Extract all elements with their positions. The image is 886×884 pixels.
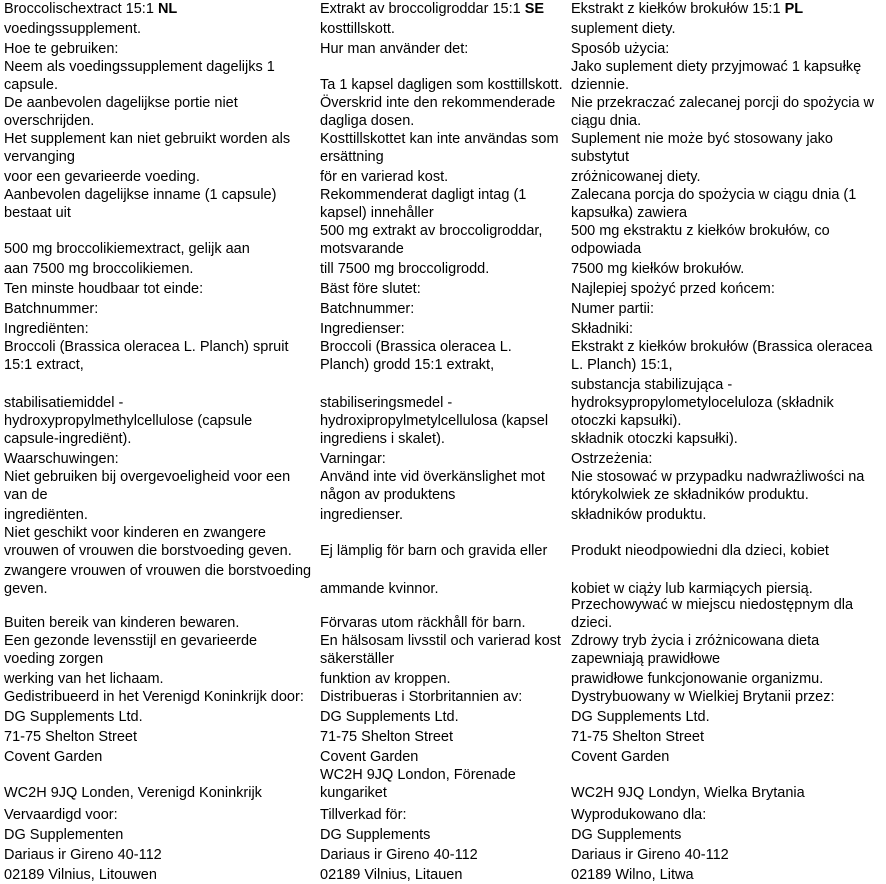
- label-cell-nl: stabilisatiemiddel -: [4, 395, 124, 411]
- label-cell-nl: [4, 0, 316, 20]
- label-cell-nl: DG Supplementen: [4, 827, 124, 843]
- label-row: [4, 338, 886, 376]
- label-cell-pl: składników produktu.: [571, 507, 707, 523]
- label-cell-nl: voedingssupplement.: [4, 21, 142, 37]
- label-row: [4, 708, 886, 728]
- language-code: SE: [524, 1, 545, 17]
- label-cell-se: DG Supplements Ltd.: [320, 709, 459, 725]
- label-row: [4, 866, 886, 884]
- label-cell-pl: Nie przekraczać zalecanej porcji do spożycia w ciągu dnia.: [571, 95, 875, 129]
- label-cell-se: Ingredienser:: [320, 321, 405, 337]
- label-cell-pl: Najlepiej spożyć przed końcem:: [571, 281, 775, 297]
- label-cell-pl: Ostrzeżenia:: [571, 451, 653, 467]
- label-cell-pl: Wyprodukowano dla:: [571, 807, 707, 823]
- label-cell-se: till 7500 mg broccoligrodd.: [320, 261, 490, 277]
- label-cell-pl: Sposób użycia:: [571, 41, 670, 57]
- label-cell-pl: Ekstrakt z kiełków brokułów (Brassica oleracea L. Planch) 15:1,: [571, 339, 873, 373]
- label-cell-pl: 02189 Wilno, Litwa: [571, 867, 694, 883]
- label-cell-nl: 02189 Vilnius, Litouwen: [4, 867, 157, 883]
- label-cell-nl: Het supplement kan niet gebruikt worden als vervanging: [4, 131, 291, 165]
- label-cell-se: Varningar:: [320, 451, 386, 467]
- label-cell-pl: DG Supplements: [571, 827, 682, 843]
- label-cell-pl: [571, 0, 885, 20]
- label-cell-se: ingredienser.: [320, 507, 404, 523]
- label-cell-pl: 71-75 Shelton Street: [571, 729, 705, 745]
- label-row: [4, 562, 886, 596]
- label-row: [4, 596, 886, 632]
- label-cell-se: 02189 Vilnius, Litauen: [320, 867, 463, 883]
- label-cell-se: hydroxipropylmetylcellulosa (kapsel: [320, 413, 549, 429]
- label-cell-se: Covent Garden: [320, 749, 419, 765]
- label-cell-pl: składnik otoczki kapsułki).: [571, 431, 738, 447]
- label-cell-nl: Niet gebruiken bij overgevoeligheid voor een van de: [4, 469, 291, 503]
- label-cell-pl: prawidłowe funkcjonowanie organizmu.: [571, 671, 824, 687]
- label-row: [4, 670, 886, 688]
- label-cell-se: Ta 1 kapsel dagligen som kosttillskott.: [320, 77, 563, 93]
- label-row: [4, 94, 886, 130]
- label-cell-se: Bäst före slutet:: [320, 281, 421, 297]
- label-row: [4, 186, 886, 222]
- language-code: NL: [157, 1, 178, 17]
- label-row: [4, 300, 886, 320]
- label-cell-pl: Przechowywać w miejscu niedostępnym dla dzieci.: [571, 597, 854, 631]
- label-cell-se: Överskrid inte den rekommenderade dagliga dosen.: [320, 95, 556, 129]
- label-row: [4, 168, 886, 186]
- label-cell-pl: Składniki:: [571, 321, 634, 337]
- label-cell-se: Rekommenderat dagligt intag (1 kapsel) innehåller: [320, 187, 527, 221]
- label-cell-se: Tillverkad för:: [320, 807, 407, 823]
- label-row: [4, 20, 886, 40]
- label-cell-nl: Dariaus ir Gireno 40-112: [4, 847, 162, 863]
- label-cell-se: Dariaus ir Gireno 40-112: [320, 847, 478, 863]
- label-cell-se: funktion av kroppen.: [320, 671, 451, 687]
- label-cell-se: Hur man använder det:: [320, 41, 469, 57]
- product-heading-text: Extrakt av broccoligroddar 15:1: [320, 1, 525, 17]
- label-cell-nl: hydroxypropylmethylcellulose (capsule: [4, 413, 253, 429]
- label-cell-se: Förvaras utom räckhåll för barn.: [320, 615, 526, 631]
- label-row: [4, 506, 886, 524]
- label-cell-se: för en varierad kost.: [320, 169, 449, 185]
- label-cell-nl: zwangere vrouwen of vrouwen die borstvoeding geven.: [4, 563, 312, 596]
- product-heading-text: Ekstrakt z kiełków brokułów 15:1: [571, 1, 785, 17]
- label-row: [4, 450, 886, 468]
- label-cell-nl: ingrediënten.: [4, 507, 88, 523]
- label-row: [4, 412, 886, 430]
- label-cell-nl: 500 mg broccolikiemextract, gelijk aan: [4, 241, 250, 257]
- label-cell-pl: kobiet w ciąży lub karmiących piersią.: [571, 581, 813, 596]
- label-cell-se: Ej lämplig för barn och gravida eller: [320, 543, 548, 559]
- label-cell-se: WC2H 9JQ London, Förenade kungariket: [320, 767, 516, 801]
- label-cell-se: stabiliseringsmedel -: [320, 395, 453, 411]
- label-cell-se: 71-75 Shelton Street: [320, 729, 454, 745]
- label-cell-nl: voor een gevarieerde voeding.: [4, 169, 200, 185]
- label-cell-se: Distribueras i Storbritannien av:: [320, 689, 523, 705]
- language-code: PL: [784, 1, 804, 17]
- label-cell-se: [320, 0, 570, 20]
- label-cell-nl: WC2H 9JQ Londen, Verenigd Koninkrijk: [4, 785, 262, 801]
- label-row: [4, 376, 886, 412]
- label-cell-nl: Hoe te gebruiken:: [4, 41, 119, 57]
- label-cell-nl: werking van het lichaam.: [4, 671, 164, 687]
- label-row: [4, 0, 886, 20]
- label-cell-pl: Jako suplement diety przyjmować 1 kapsułkę dziennie.: [571, 59, 862, 93]
- label-row: [4, 430, 886, 450]
- label-cell-pl: substancja stabilizująca - hydroksypropylometyloceluloza (składnik: [571, 377, 834, 411]
- label-row: [4, 728, 886, 748]
- label-row: [4, 468, 886, 506]
- label-row: [4, 826, 886, 846]
- label-cell-nl: Covent Garden: [4, 749, 103, 765]
- label-row: [4, 524, 886, 562]
- label-cell-nl: Niet geschikt voor kinderen en zwangere vrouwen of vrouwen die borstvoeding geven.: [4, 525, 292, 559]
- label-cell-nl: 71-75 Shelton Street: [4, 729, 138, 745]
- label-cell-pl: DG Supplements Ltd.: [571, 709, 710, 725]
- label-cell-se: Batchnummer:: [320, 301, 415, 317]
- product-label-document: [4, 0, 886, 884]
- label-row: [4, 846, 886, 866]
- label-cell-nl: Broccoli (Brassica oleracea L. Planch) spruit 15:1 extract,: [4, 339, 289, 373]
- label-cell-nl: Vervaardigd voor:: [4, 807, 118, 823]
- label-cell-se: Använd inte vid överkänslighet mot någon av produktens: [320, 469, 545, 503]
- label-cell-pl: Suplement nie może być stosowany jako substytut: [571, 131, 833, 165]
- label-row: [4, 320, 886, 338]
- label-cell-pl: Nie stosować w przypadku nadwrażliwości na którykolwiek ze składników produktu.: [571, 469, 865, 503]
- label-cell-nl: Aanbevolen dagelijkse inname (1 capsule) bestaat uit: [4, 187, 277, 221]
- label-cell-nl: De aanbevolen dagelijkse portie niet overschrijden.: [4, 95, 238, 129]
- label-cell-se: kosttillskott.: [320, 21, 395, 37]
- label-cell-pl: Dystrybuowany w Wielkiej Brytanii przez:: [571, 689, 835, 705]
- label-cell-nl: Gedistribueerd in het Verenigd Koninkrijk door:: [4, 689, 304, 705]
- label-row: [4, 688, 886, 708]
- label-cell-nl: Buiten bereik van kinderen bewaren.: [4, 615, 240, 631]
- label-cell-nl: Waarschuwingen:: [4, 451, 119, 467]
- label-row: [4, 58, 886, 94]
- label-row: [4, 260, 886, 280]
- label-cell-nl: Batchnummer:: [4, 301, 99, 317]
- label-cell-pl: Zalecana porcja do spożycia w ciągu dnia (1 kapsułka) zawiera: [571, 187, 857, 221]
- label-cell-pl: suplement diety.: [571, 21, 676, 37]
- label-cell-nl: Een gezonde levensstijl en gevarieerde voeding zorgen: [4, 633, 258, 667]
- product-heading-text: Broccolischextract 15:1: [4, 1, 158, 17]
- label-cell-se: Kosttillskottet kan inte användas som ersättning: [320, 131, 559, 165]
- label-row: [4, 222, 886, 260]
- label-row: [4, 280, 886, 300]
- label-cell-nl: Ingrediënten:: [4, 321, 89, 337]
- label-cell-nl: Ten minste houdbaar tot einde:: [4, 281, 204, 297]
- label-cell-se: Broccoli (Brassica oleracea L. Planch) grodd 15:1 extrakt,: [320, 339, 512, 373]
- label-cell-pl: Covent Garden: [571, 749, 670, 765]
- label-cell-pl: 7500 mg kiełków brokułów.: [571, 261, 745, 277]
- label-cell-nl: DG Supplements Ltd.: [4, 709, 143, 725]
- label-row: [4, 40, 886, 58]
- label-cell-pl: Dariaus ir Gireno 40-112: [571, 847, 729, 863]
- label-row: [4, 766, 886, 806]
- label-cell-se: En hälsosam livsstil och varierad kost säkerställer: [320, 633, 561, 667]
- label-cell-pl: otoczki kapsułki).: [571, 413, 682, 429]
- label-cell-se: ingrediens i skalet).: [320, 431, 445, 447]
- label-cell-pl: Produkt nieodpowiedni dla dzieci, kobiet: [571, 543, 829, 559]
- label-cell-nl: Neem als voedingssupplement dagelijks 1 capsule.: [4, 59, 275, 93]
- label-cell-pl: WC2H 9JQ Londyn, Wielka Brytania: [571, 785, 805, 801]
- label-cell-se: DG Supplements: [320, 827, 431, 843]
- label-row: [4, 806, 886, 826]
- label-cell-pl: 500 mg ekstraktu z kiełków brokułów, co odpowiada: [571, 223, 830, 257]
- label-cell-nl: capsule-ingrediënt).: [4, 431, 132, 447]
- label-row: [4, 130, 886, 168]
- label-cell-se: 500 mg extrakt av broccoligroddar, motsvarande: [320, 223, 543, 257]
- label-cell-nl: aan 7500 mg broccolikiemen.: [4, 261, 194, 277]
- label-row: [4, 632, 886, 670]
- label-row: [4, 748, 886, 766]
- label-cell-pl: Zdrowy tryb życia i zróżnicowana dieta zapewniają prawidłowe: [571, 633, 820, 667]
- label-cell-se: ammande kvinnor.: [320, 581, 439, 596]
- label-cell-pl: zróżnicowanej diety.: [571, 169, 701, 185]
- label-cell-pl: Numer partii:: [571, 301, 654, 317]
